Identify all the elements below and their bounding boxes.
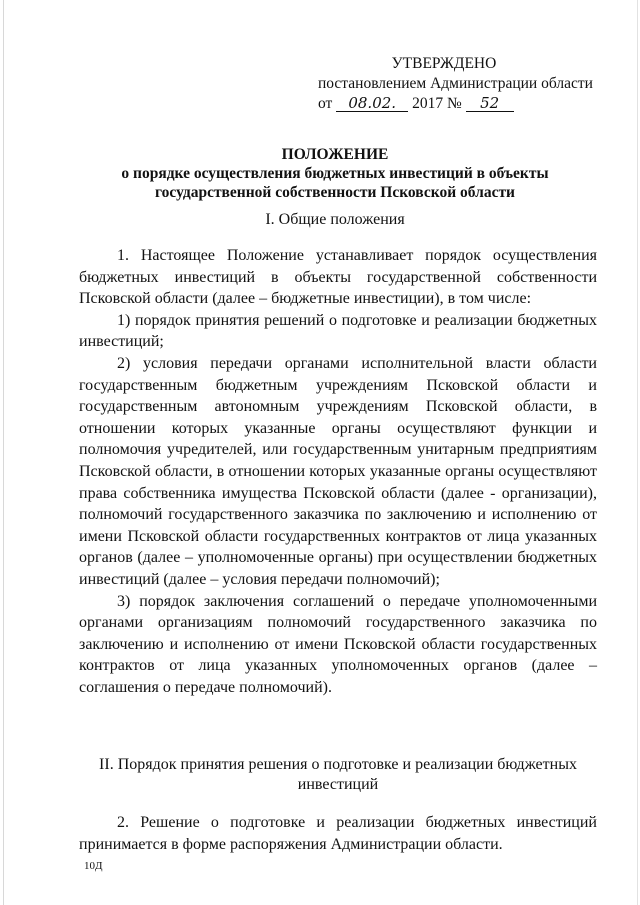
- title-main: ПОЛОЖЕНИЕ: [281, 146, 389, 163]
- scan-edge-right: [637, 0, 638, 905]
- paragraph: 2. Решение о подготовке и реализации бюджетных инвестиций принимается в форме распоряжения Администрации области.: [79, 814, 597, 853]
- scan-edge-left: [3, 0, 4, 905]
- approval-date-prefix: от: [318, 95, 333, 112]
- approval-stamp: [318, 54, 598, 114]
- paragraph: 2) условия передачи органами исполнительной власти области государственным бюджетным учреждениям Псковской области и государственным автономным учреждениям Псковской области, в отношении которых указанные органы осуществляют функции и полномочия учредителей, или государственным унитарным предприятиям Псковской области, в отношении которых указанные органы осуществляют права собственника имущества Псковской области (далее - организации), полномочий государственного заказчика по заключению и исполнению от имени Псковской области государственных контрактов от лица указанных органов (далее – уполномоченные органы) при осуществлении бюджетных инвестиций (далее – условия передачи полномочий);: [79, 354, 597, 588]
- document-title: [70, 145, 600, 202]
- approval-heading: УТВЕРЖДЕНО: [391, 55, 497, 72]
- title-line-2: государственной собственности Псковской области: [155, 184, 515, 201]
- paragraph: 3) порядок заключения соглашений о передаче уполномоченными органами организациям полномочий государственного заказчика по заключению и исполнению от имени Псковской области государственных контрактов от лица указанных уполномоченных органов (далее – соглашения о передаче полномочий).: [79, 592, 597, 696]
- paragraph: 1) порядок принятия решений о подготовке и реализации бюджетных инвестиций;: [79, 311, 597, 351]
- section-1-body: [79, 245, 597, 698]
- approval-date-handwritten: 08.02.: [336, 95, 408, 112]
- section-2-body: [79, 812, 597, 855]
- title-line-1: о порядке осуществления бюджетных инвестиций в объекты: [121, 165, 549, 182]
- paragraph: 1. Настоящее Положение устанавливает порядок осуществления бюджетных инвестиций в объекты государственной собственности Псковской области (далее – бюджетные инвестиции), в том числе:: [79, 247, 597, 308]
- section-1-heading: I. Общие положения: [265, 211, 405, 228]
- footer-code: 10Д: [84, 860, 103, 872]
- approval-by: постановлением Администрации области: [318, 75, 593, 92]
- section-2-heading: II. Порядок принятия решения о подготовке и реализации бюджетных инвестиций: [99, 756, 577, 793]
- approval-number-handwritten: 52: [466, 95, 514, 112]
- approval-date-line: [318, 94, 598, 114]
- approval-year: 2017 №: [412, 95, 462, 112]
